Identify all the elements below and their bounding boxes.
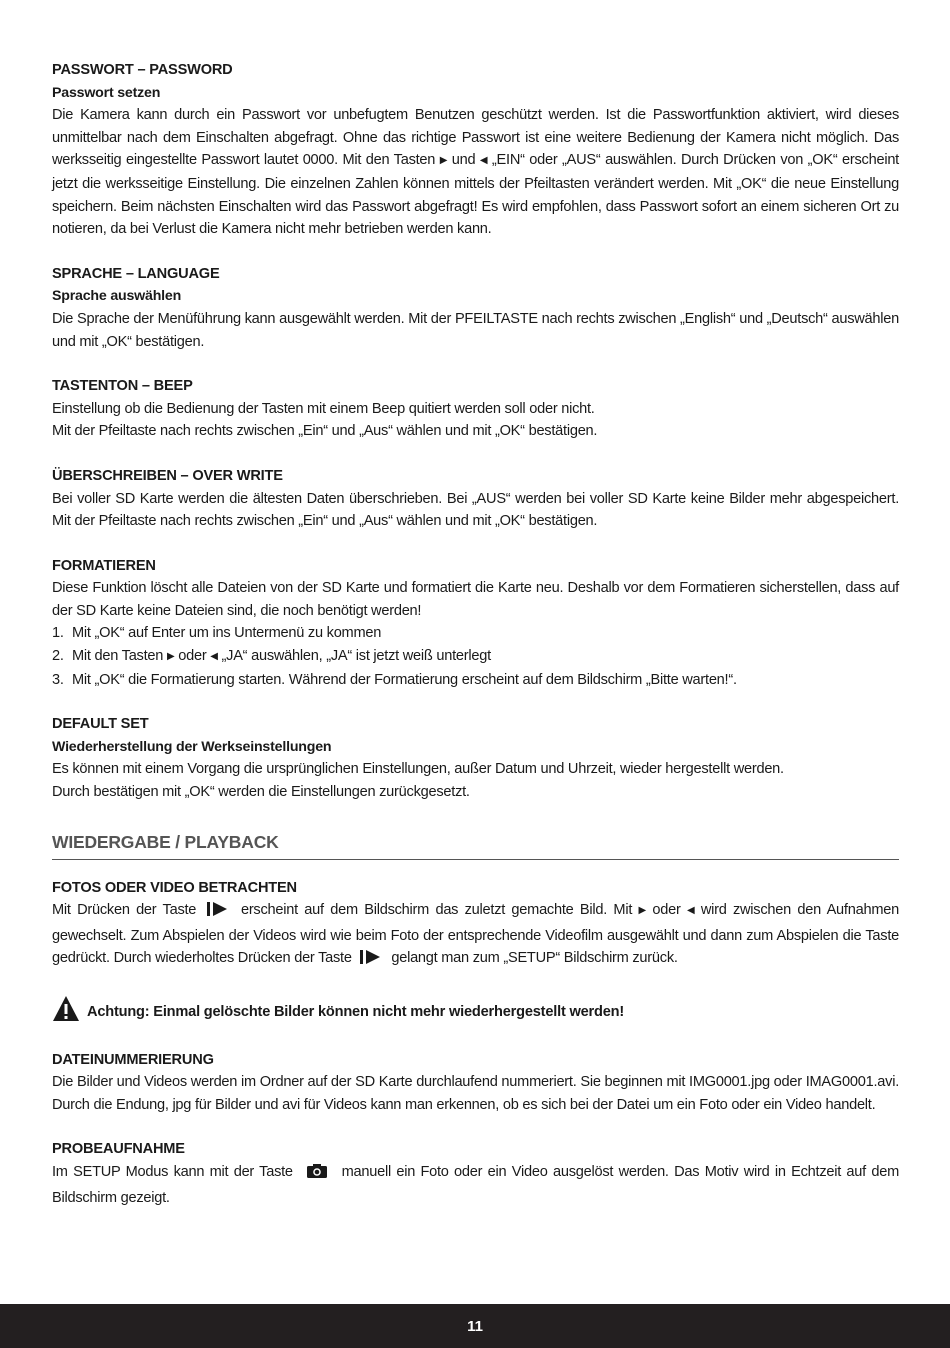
default-set-line-1: Es können mit einem Vorgang die ursprünglichen Einstellungen, außer Datum und Uhrzeit, wieder hergestellt werden. — [52, 761, 784, 778]
format-section — [52, 555, 899, 692]
language-subheading: Sprache auswählen — [52, 288, 182, 305]
left-arrow-icon: ◀ — [479, 155, 488, 167]
warning-notice — [52, 995, 899, 1030]
step-text — [72, 645, 491, 669]
playback-section-title: WIEDERGABE / PLAYBACK — [52, 832, 899, 860]
default-set-line-2: Durch bestätigen mit „OK“ werden die Einstellungen zurückgesetzt. — [52, 784, 470, 801]
password-subheading: Passwort setzen — [52, 84, 161, 101]
format-heading: FORMATIEREN — [52, 557, 156, 574]
language-section — [52, 263, 899, 353]
password-text-part-3: „EIN“ oder „AUS“ auswählen. Durch Drücken von „OK“ erscheint jetzt die werksseitige Einstellung. Die einzelnen Zahlen können mittels der Pfeiltasten verändert werden. Mit „OK“ die neue Einstellung speichern. Beim nächsten Einschalten wird das Passwort abgefragt! Es wird empfohlen, dass Passwort sofort an einem sicheren Ort zu notieren, da bei Verlust die Kamera nicht mehr betrieben werden kann. — [52, 152, 899, 238]
beep-line-2: Mit der Pfeiltaste nach rechts zwischen „Ein“ und „Aus“ wählen und mit „OK“ bestätigen. — [52, 423, 598, 440]
numbering-heading: DATEINUMMERIERUNG — [52, 1051, 214, 1068]
step-number: 1. — [52, 625, 64, 642]
page-footer — [0, 1304, 950, 1348]
default-set-subheading: Wiederherstellung der Werkseinstellungen — [52, 738, 332, 755]
step-text: Mit „OK“ die Formatierung starten. Während der Formatierung erscheint auf dem Bildschirm „Bitte warten!“. — [72, 671, 737, 688]
list-item — [52, 622, 899, 645]
format-steps — [52, 622, 899, 691]
play-pause-icon — [359, 949, 385, 973]
password-text-part-2: und — [451, 152, 476, 169]
warning-icon — [52, 995, 80, 1030]
step-text-part-b: oder — [178, 648, 207, 665]
view-text-part-4: wird zwischen den Aufnahmen gewechselt. Zum Abspielen der Videos wird wie beim Foto der entsprechende Videofilm ausgewählt und dann zum Abspielen die Taste gedrückt. Durch wiederholtes Drücken der Taste — [52, 902, 899, 967]
page-number: 11 — [467, 1317, 483, 1335]
default-set-heading: DEFAULT SET — [52, 716, 149, 733]
beep-line-1: Einstellung ob die Bedienung der Tasten mit einem Beep quitiert werden soll oder nicht. — [52, 400, 595, 417]
view-text-part-2: erscheint auf dem Bildschirm das zuletzt gemachte Bild. Mit — [240, 902, 633, 919]
left-arrow-icon: ◀ — [686, 905, 695, 917]
overwrite-text: Bei voller SD Karte werden die ältesten Daten überschrieben. Bei „AUS“ werden bei voller SD Karte keine Bilder mehr abgespeichert. Mit der Pfeiltaste nach rechts zwischen „Ein“ und „Aus“ wählen und mit „OK“ bestätigen. — [52, 490, 899, 530]
language-heading: SPRACHE – LANGUAGE — [52, 265, 220, 282]
view-text-part-3: oder — [652, 902, 681, 919]
numbering-section — [52, 1049, 899, 1117]
overwrite-heading: ÜBERSCHREIBEN – OVER WRITE — [52, 467, 283, 484]
step-text: Mit „OK“ auf Enter um ins Untermenü zu kommen — [72, 625, 382, 642]
view-section — [52, 877, 899, 973]
password-text-part-1: Die Kamera kann durch ein Passwort vor unbefugtem Benutzen geschützt werden. Ist die Passwortfunktion aktiviert, wird dieses unmittelbar nach dem Einschalten abgefragt. Ohne das richtige Passwort ist eine weitere Bedienung der Kamera nicht möglich. Das werksseitig eingestellte Passwort lautet 0000. Mit den Tasten — [52, 107, 899, 169]
list-item — [52, 669, 899, 692]
camera-icon — [306, 1163, 328, 1187]
test-shot-text-part-2: manuell ein Foto oder ein Video ausgelöst werden. Das Motiv wird in Echtzeit auf dem Bildschirm gezeigt. — [52, 1163, 899, 1206]
view-text-part-5: gelangt man zum „SETUP“ Bildschirm zurück. — [391, 950, 678, 967]
list-item — [52, 645, 899, 669]
left-arrow-icon: ◀ — [210, 651, 218, 663]
password-heading: PASSWORT – PASSWORD — [52, 62, 233, 78]
step-text-part-a: Mit den Tasten — [72, 648, 164, 665]
right-arrow-icon: ▶ — [439, 155, 448, 167]
page-content — [52, 59, 899, 1209]
view-text — [52, 899, 899, 973]
test-shot-section — [52, 1138, 899, 1209]
test-shot-text-part-1: Im SETUP Modus kann mit der Taste — [52, 1163, 293, 1180]
beep-heading: TASTENTON – BEEP — [52, 378, 193, 395]
right-arrow-icon: ▶ — [166, 651, 175, 663]
step-text-part-c: „JA“ auswählen, „JA“ ist jetzt weiß unterlegt — [221, 648, 491, 665]
default-set-section — [52, 713, 899, 803]
play-pause-icon — [206, 901, 232, 925]
step-number: 3. — [52, 671, 64, 688]
test-shot-text — [52, 1161, 899, 1209]
right-arrow-icon: ▶ — [638, 905, 646, 917]
password-section — [52, 59, 899, 241]
format-text: Diese Funktion löscht alle Dateien von der SD Karte und formatiert die Karte neu. Deshalb vor dem Formatieren sicherstellen, dass auf der SD Karte keine Dateien sind, die noch benötigt werden! — [52, 580, 899, 619]
view-heading: FOTOS ODER VIDEO BETRACHTEN — [52, 879, 297, 896]
beep-section — [52, 375, 899, 443]
password-text — [52, 104, 899, 241]
test-shot-heading: PROBEAUFNAHME — [52, 1141, 185, 1158]
language-text: Die Sprache der Menüführung kann ausgewählt werden. Mit der PFEILTASTE nach rechts zwischen „English“ und „Deutsch“ auswählen und mit „OK“ bestätigen. — [52, 310, 899, 350]
overwrite-section — [52, 465, 899, 533]
view-text-part-1: Mit Drücken der Taste — [52, 902, 197, 919]
warning-text: Achtung: Einmal gelöschte Bilder können nicht mehr wiederhergestellt werden! — [87, 1004, 625, 1020]
numbering-text: Die Bilder und Videos werden im Ordner auf der SD Karte durchlaufend nummeriert. Sie beginnen mit IMG0001.jpg oder IMAG0001.avi. Durch die Endung, jpg für Bilder und avi für Videos kann man erkennen, ob es sich bei der Datei um ein Foto oder ein Video handelt. — [52, 1074, 899, 1113]
step-number: 2. — [52, 648, 64, 665]
